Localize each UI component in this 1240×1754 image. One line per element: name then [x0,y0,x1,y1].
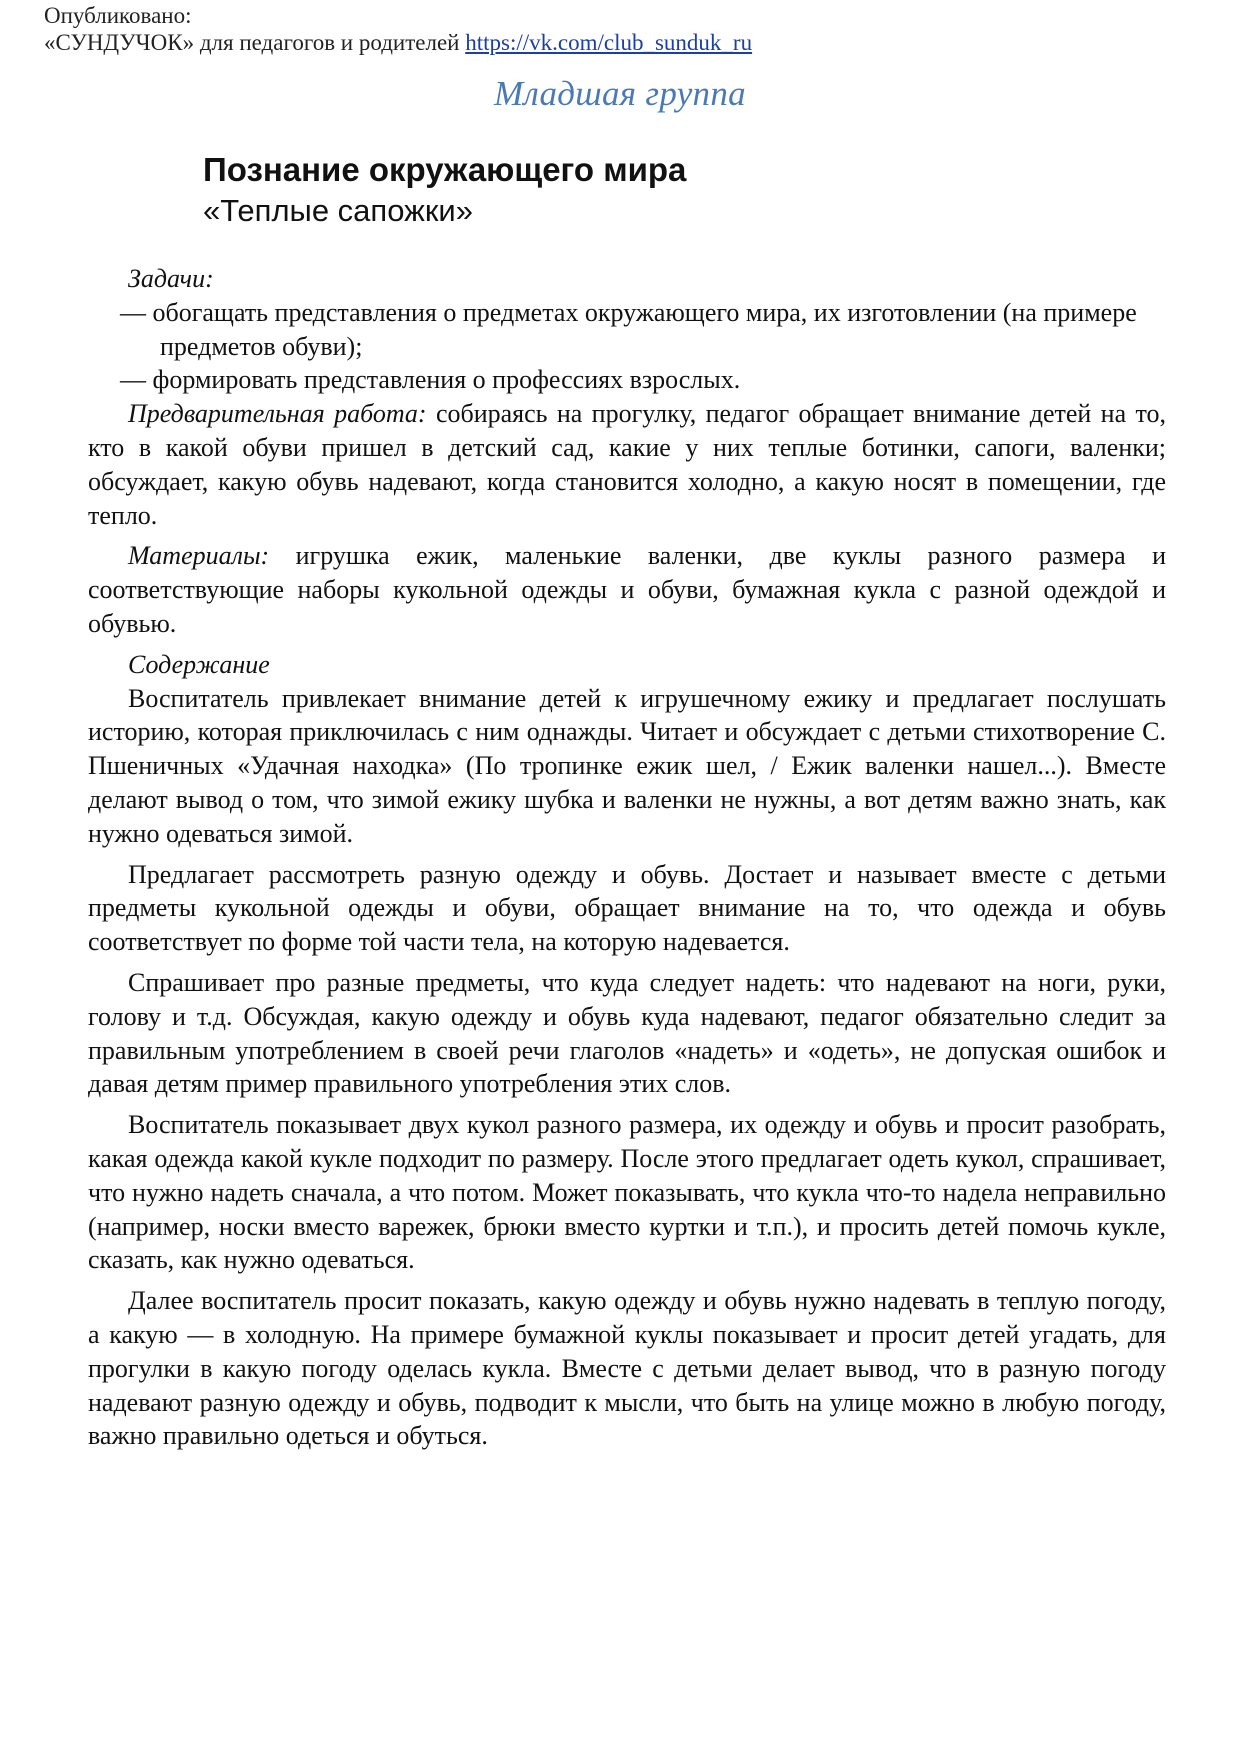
task-item: — обогащать представления о предметах окружающего мира, их изготовлении (на примере предметов обуви); [120,297,1137,361]
document-body [88,262,1166,1453]
body-paragraph: Далее воспитатель просит показать, какую одежду и обувь нужно надевать в теплую погоду, а какую — в холодную. На примере бумажной куклы показывает и просит детей угадать, для прогулки в какую погоду оделась кукла. Вместе с детьми делает вывод, что в разную погоду надевают разную одежду и обувь, подводит к мысли, что быть на улице можно в любую погоду, важно правильно одеться и обуться. [88,1286,1166,1451]
materials-label: Материалы: [128,541,270,571]
body-paragraph: Воспитатель показывает двух кукол разного размера, их одежду и обувь и просит разобрать, какая одежда какой кукле подходит по размеру. После этого предлагает одеть кукол, спрашивает, что нужно надеть сначала, а что потом. Может показывать, что кукла что-то надела неправильно (например, носки вместо варежек, брюки вместо куртки и т.п.), и просить детей помочь кукле, сказать, как нужно одеваться. [88,1110,1166,1275]
publication-header [44,2,752,56]
published-label: Опубликовано: [44,3,192,28]
body-paragraph: Предлагает рассмотреть разную одежду и обувь. Достает и называет вместе с детьми предметы кукольной одежды и обуви, обращает внимание на то, что одежда и обувь соответствует по форме той части тела, на которую надевается. [88,859,1166,957]
materials-text: игрушка ежик, маленькие валенки, две куклы разного размера и соответствующие наборы кукольной одежды и обуви, бумажная кукла с разной одеждой и обувью. [88,541,1166,638]
group-title: Младшая группа [494,74,746,113]
materials-paragraph [88,539,1166,640]
page-title: Познание окружающего мира [203,151,687,188]
page-subtitle: «Теплые сапожки» [203,193,473,228]
preliminary-work-paragraph [88,397,1166,532]
publisher-line [44,29,752,56]
body-paragraph: Спрашивает про разные предметы, что куда следует надеть: что надевают на ноги, руки, голову и т.д. Обсуждая, какую одежду и обувь куда надевают, педагог обязательно следит за правильным употреблением в своей речи глаголов «надеть» и «одеть», не допуская ошибок и давая детям пример правильного употребления этих слов. [88,967,1166,1099]
content-heading: Содержание [128,649,270,679]
preliminary-work-label: Предварительная работа: [128,399,427,429]
publisher-name: «СУНДУЧОК» для педагогов и родителей [44,30,460,55]
document-title [203,150,686,232]
body-paragraph: Воспитатель привлекает внимание детей к игрушечному ежику и предлагает послушать историю, которая приключилась с ним однажды. Читает и обсуждает с детьми стихотворение С. Пшеничных «Удачная находка» (По тропинке ежик шел, / Ежик валенки нашел...). Вместе делают вывод о том, что зимой ежику шубка и валенки не нужны, а вот детям важно знать, как нужно одеваться зимой. [88,683,1166,848]
task-item: — формировать представления о профессиях взрослых. [120,365,741,395]
publisher-link[interactable]: https://vk.com/club_sunduk_ru [465,30,753,55]
preliminary-work-text: собираясь на прогулку, педагог обращает внимание детей на то, кто в какой обуви пришел в детский сад, какие у них теплые ботинки, сапоги, валенки; обсуждает, какую обувь надевают, когда становится холодно, а какую носят в помещении, где тепло. [88,399,1166,530]
tasks-label: Задачи: [128,264,214,293]
